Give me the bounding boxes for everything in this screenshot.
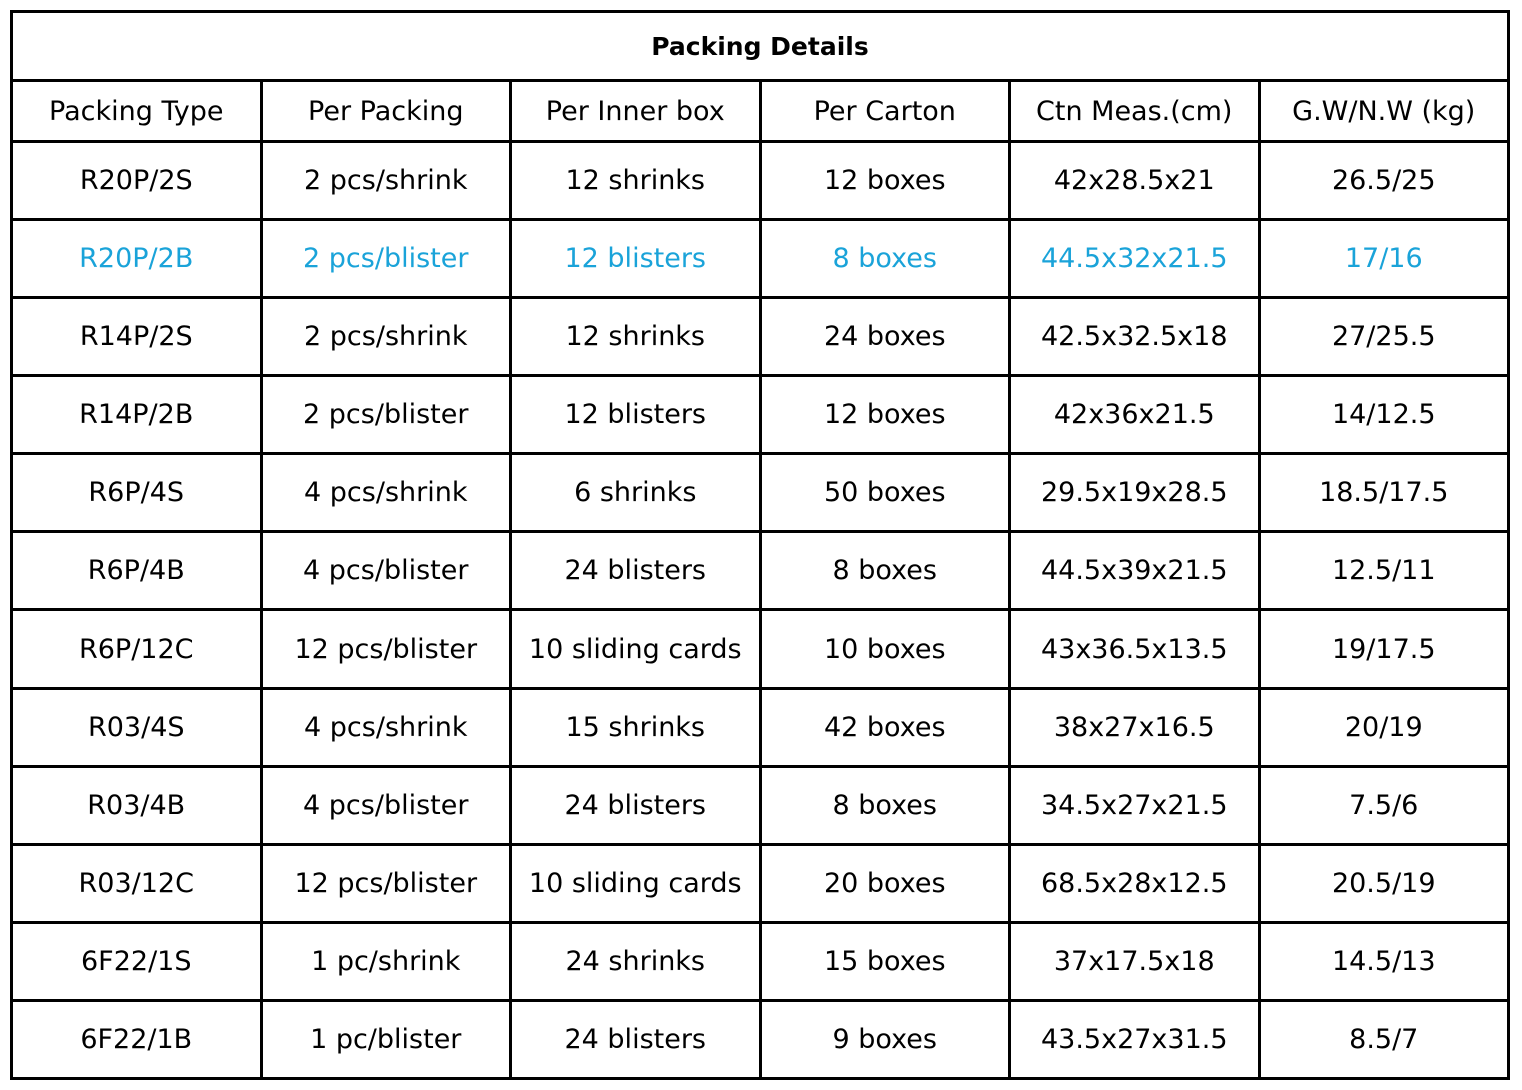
table-row: [12, 688, 1509, 766]
cell-per-inner-box: 12 shrinks: [511, 298, 761, 376]
cell-per-inner-box: 24 blisters: [511, 766, 761, 844]
cell-weight: 18.5/17.5: [1259, 454, 1509, 532]
cell-packing-type: R03/4B: [12, 766, 262, 844]
table-row: [12, 454, 1509, 532]
cell-per-inner-box: 15 shrinks: [511, 688, 761, 766]
cell-per-inner-box: 24 blisters: [511, 1000, 761, 1078]
cell-per-packing: 1 pc/blister: [261, 1000, 511, 1078]
cell-weight: 8.5/7: [1259, 1000, 1509, 1078]
packing-details-table: [10, 10, 1510, 1080]
cell-packing-type: 6F22/1S: [12, 922, 262, 1000]
table-row: [12, 766, 1509, 844]
cell-ctn-meas: 42x36x21.5: [1010, 376, 1260, 454]
table-row: [12, 220, 1509, 298]
table-row: [12, 1000, 1509, 1078]
cell-per-packing: 2 pcs/shrink: [261, 298, 511, 376]
cell-packing-type: R14P/2B: [12, 376, 262, 454]
table-body: [12, 142, 1509, 1079]
cell-weight: 20/19: [1259, 688, 1509, 766]
cell-ctn-meas: 37x17.5x18: [1010, 922, 1260, 1000]
cell-per-packing: 2 pcs/blister: [261, 376, 511, 454]
cell-per-carton: 9 boxes: [760, 1000, 1010, 1078]
cell-per-inner-box: 24 shrinks: [511, 922, 761, 1000]
cell-ctn-meas: 42x28.5x21: [1010, 142, 1260, 220]
table-row: [12, 922, 1509, 1000]
table-row: [12, 142, 1509, 220]
cell-per-inner-box: 12 blisters: [511, 376, 761, 454]
cell-per-carton: 8 boxes: [760, 766, 1010, 844]
column-header-weight: G.W/N.W (kg): [1259, 81, 1509, 142]
cell-per-inner-box: 12 shrinks: [511, 142, 761, 220]
column-header-packing-type: Packing Type: [12, 81, 262, 142]
cell-ctn-meas: 29.5x19x28.5: [1010, 454, 1260, 532]
cell-per-carton: 8 boxes: [760, 532, 1010, 610]
cell-weight: 27/25.5: [1259, 298, 1509, 376]
column-header-per-inner-box: Per Inner box: [511, 81, 761, 142]
cell-packing-type: R03/4S: [12, 688, 262, 766]
cell-per-carton: 15 boxes: [760, 922, 1010, 1000]
cell-per-packing: 4 pcs/blister: [261, 766, 511, 844]
cell-per-inner-box: 12 blisters: [511, 220, 761, 298]
cell-packing-type: 6F22/1B: [12, 1000, 262, 1078]
cell-per-carton: 50 boxes: [760, 454, 1010, 532]
cell-per-packing: 12 pcs/blister: [261, 844, 511, 922]
cell-per-inner-box: 6 shrinks: [511, 454, 761, 532]
cell-per-inner-box: 10 sliding cards: [511, 610, 761, 688]
column-header-per-carton: Per Carton: [760, 81, 1010, 142]
table-row: [12, 298, 1509, 376]
cell-weight: 17/16: [1259, 220, 1509, 298]
cell-per-carton: 12 boxes: [760, 142, 1010, 220]
cell-weight: 19/17.5: [1259, 610, 1509, 688]
table-row: [12, 610, 1509, 688]
cell-ctn-meas: 42.5x32.5x18: [1010, 298, 1260, 376]
cell-ctn-meas: 43x36.5x13.5: [1010, 610, 1260, 688]
cell-per-packing: 2 pcs/shrink: [261, 142, 511, 220]
cell-packing-type: R20P/2S: [12, 142, 262, 220]
cell-per-packing: 4 pcs/shrink: [261, 688, 511, 766]
cell-per-packing: 12 pcs/blister: [261, 610, 511, 688]
cell-per-inner-box: 24 blisters: [511, 532, 761, 610]
cell-packing-type: R20P/2B: [12, 220, 262, 298]
cell-per-carton: 42 boxes: [760, 688, 1010, 766]
cell-weight: 26.5/25: [1259, 142, 1509, 220]
cell-weight: 12.5/11: [1259, 532, 1509, 610]
cell-per-packing: 1 pc/shrink: [261, 922, 511, 1000]
column-header-per-packing: Per Packing: [261, 81, 511, 142]
cell-weight: 20.5/19: [1259, 844, 1509, 922]
cell-packing-type: R6P/12C: [12, 610, 262, 688]
cell-per-carton: 10 boxes: [760, 610, 1010, 688]
cell-ctn-meas: 43.5x27x31.5: [1010, 1000, 1260, 1078]
cell-ctn-meas: 38x27x16.5: [1010, 688, 1260, 766]
cell-ctn-meas: 44.5x39x21.5: [1010, 532, 1260, 610]
cell-weight: 14.5/13: [1259, 922, 1509, 1000]
column-header-ctn-meas: Ctn Meas.(cm): [1010, 81, 1260, 142]
table-row: [12, 844, 1509, 922]
cell-packing-type: R6P/4B: [12, 532, 262, 610]
cell-per-carton: 12 boxes: [760, 376, 1010, 454]
cell-per-packing: 4 pcs/shrink: [261, 454, 511, 532]
cell-packing-type: R14P/2S: [12, 298, 262, 376]
table-title: Packing Details: [12, 12, 1509, 81]
cell-per-carton: 8 boxes: [760, 220, 1010, 298]
packing-details-table-container: [10, 10, 1510, 1080]
cell-ctn-meas: 44.5x32x21.5: [1010, 220, 1260, 298]
cell-per-packing: 4 pcs/blister: [261, 532, 511, 610]
cell-ctn-meas: 68.5x28x12.5: [1010, 844, 1260, 922]
cell-weight: 7.5/6: [1259, 766, 1509, 844]
cell-weight: 14/12.5: [1259, 376, 1509, 454]
cell-packing-type: R6P/4S: [12, 454, 262, 532]
table-row: [12, 376, 1509, 454]
cell-per-carton: 20 boxes: [760, 844, 1010, 922]
title-row: [12, 12, 1509, 81]
table-row: [12, 532, 1509, 610]
header-row: [12, 81, 1509, 142]
cell-packing-type: R03/12C: [12, 844, 262, 922]
cell-ctn-meas: 34.5x27x21.5: [1010, 766, 1260, 844]
cell-per-carton: 24 boxes: [760, 298, 1010, 376]
cell-per-inner-box: 10 sliding cards: [511, 844, 761, 922]
cell-per-packing: 2 pcs/blister: [261, 220, 511, 298]
